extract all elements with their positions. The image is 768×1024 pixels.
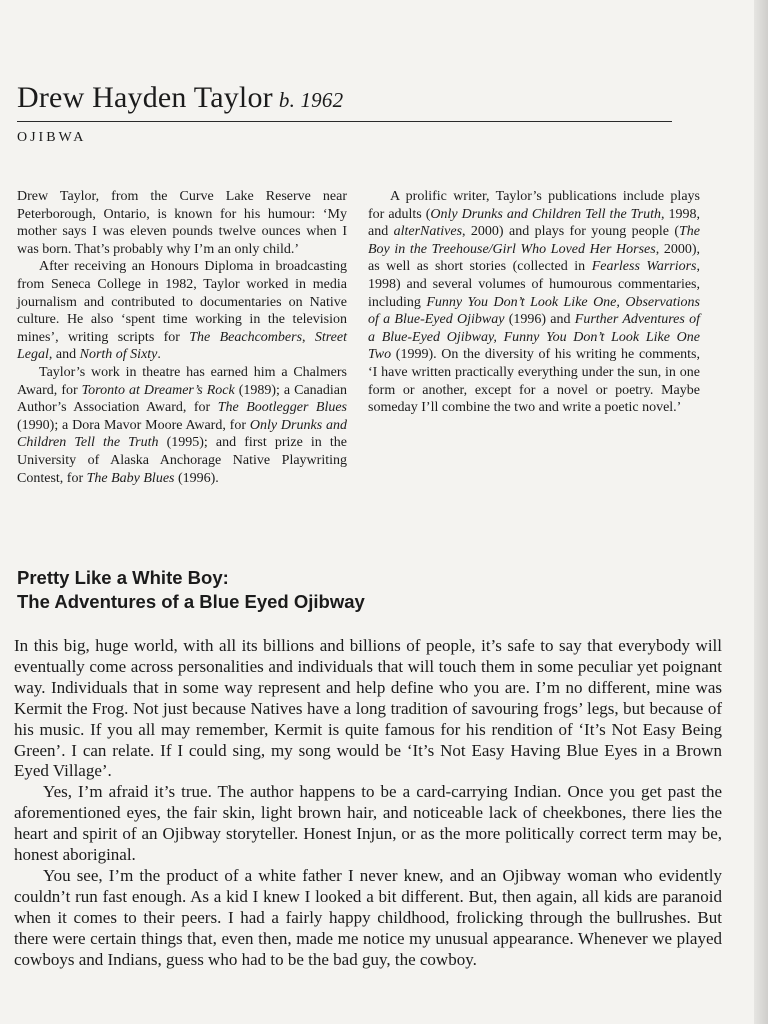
bio-paragraph-1: Drew Taylor, from the Curve Lake Reserve near Peterborough, Ontario, is known for his humour: ‘My mother says I was eleven pounds twelve ounces when I was born. That’s probably why I’m an only child.’ bbox=[17, 189, 347, 257]
essay-paragraph-2: Yes, I’m afraid it’s true. The author happens to be a card-carrying Indian. Once you get past the aforementioned eyes, the fair skin, light brown hair, and noticeable lack of cheekbones, there lies the heart and spirit of an Ojibway storyteller. Honest Injun, or as the more politically correct term may be, honest aboriginal. bbox=[14, 782, 722, 865]
essay-body bbox=[14, 636, 722, 971]
author-nation: OJIBWA bbox=[17, 130, 87, 145]
author-name: Drew Hayden Taylor bbox=[17, 81, 273, 114]
essay-paragraph-1: In this big, huge world, with all its billions and billions of people, it’s safe to say that everybody will eventually come across personalities and individuals that will touch them in some peculiar yet poignant way. Individuals that in some way represent and help define who you are. I’m no different, mine was Kermit the Frog. Not just because Natives have a long tradition of savouring frogs’ legs, but because of his music. If you all may remember, Kermit is quite famous for his rendition of ‘It’s Not Easy Being Green’. I can relate. If I could sing, my song would be ‘It’s Not Easy Having Blue Eyes in a Brown Eyed Village’. bbox=[14, 636, 722, 781]
bio-paragraph-3: Taylor’s work in theatre has earned him a Chalmers Award, for Toronto at Dreamer’s Rock (1989); a Canadian Author’s Association Award, for The Bootlegger Blues (1990); a Dora Mavor Moore Award, for Only Drunks and Children Tell the Truth (1995); and first prize in the University of Alaska Anchorage Native Playwriting Contest, for The Baby Blues (1996). bbox=[17, 364, 348, 486]
author-birth-year: b. 1962 bbox=[278, 88, 344, 112]
bio-column-right bbox=[368, 188, 700, 417]
bio-column-left bbox=[17, 188, 347, 487]
essay-paragraph-3: You see, I’m the product of a white father I never knew, and an Ojibway woman who evidently couldn’t run fast enough. As a kid I knew I looked a bit different. But, then again, all kids are paranoid when it comes to their peers. I had a fairly happy childhood, frolicking through the bullrushes. But there were certain things that, even then, made me notice my unusual appearance. Whenever we played cowboys and Indians, guess who had to be the bad guy, the cowboy. bbox=[14, 865, 722, 969]
bio-paragraph-4: A prolific writer, Taylor’s publications include plays for adults (Only Drunks and Children Tell the Truth, 1998, and alterNatives, 2000) and plays for young people (The Boy in the Treehouse/Girl Who Loved Her Horses, 2000), as well as short stories (collected in Fearless Warriors, 1998) and several volumes of humourous commentaries, including Funny You Don’t Look Like One, Observations of a Blue-Eyed Ojibway (1996) and Further Adventures of a Blue-Eyed Ojibway, Funny You Don’t Look Like One Two (1999). On the diversity of his writing he comments, ‘I have written practically everything under the sun, in one form or another, except for a novel or poetry. Maybe someday I’ll combine the two and write a poetic novel.’ bbox=[368, 189, 701, 416]
essay-title-line-2: The Adventures of a Blue Eyed Ojibway bbox=[17, 591, 365, 612]
title-rule bbox=[17, 121, 672, 122]
author-header bbox=[17, 80, 672, 146]
essay-title-line-1: Pretty Like a White Boy: bbox=[17, 567, 229, 588]
bio-paragraph-2: After receiving an Honours Diploma in broadcasting from Seneca College in 1982, Taylor worked in media journalism and contributed to documentaries on Native culture. He also ‘spent time working in the television mines’, writing scripts for The Beachcombers, Street Legal, and North of Sixty. bbox=[17, 259, 347, 363]
author-title bbox=[17, 80, 672, 118]
page-edge-shadow bbox=[754, 0, 768, 1024]
essay-title bbox=[17, 566, 697, 614]
